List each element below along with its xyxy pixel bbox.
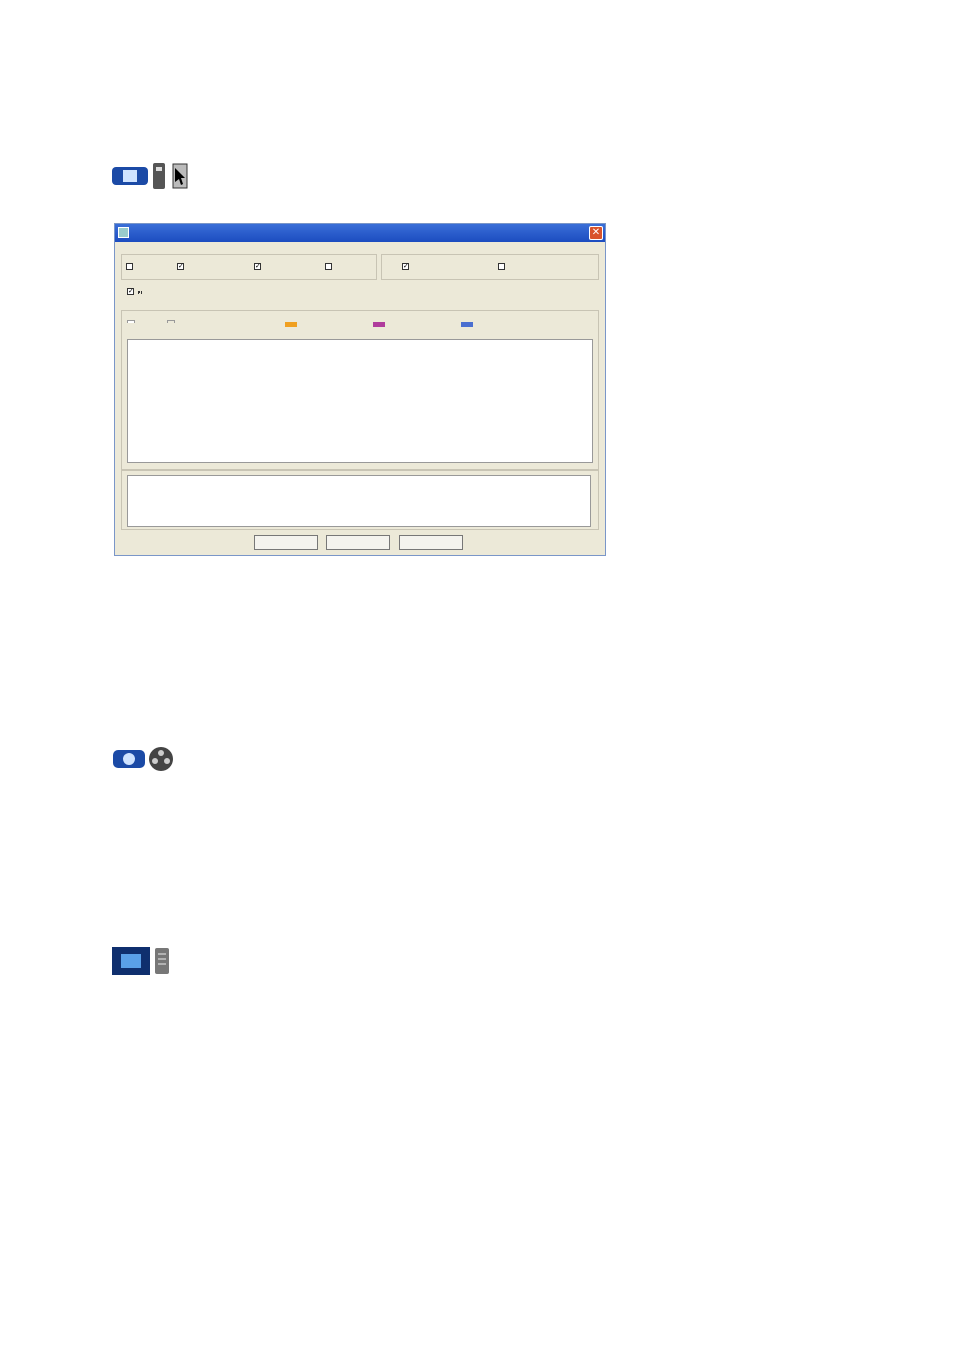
dialog-titlebar <box>115 224 605 242</box>
close-icon[interactable]: ✕ <box>589 226 603 240</box>
record-setting-icon[interactable] <box>149 161 169 191</box>
manual-checkbox[interactable] <box>126 263 137 270</box>
record-path-table <box>127 475 591 527</box>
pre-record-checkbox[interactable]: ✓ <box>403 262 409 270</box>
alarm-checkbox[interactable] <box>325 263 336 270</box>
film-reel-icon[interactable] <box>147 745 175 773</box>
timer-checkbox[interactable]: ✓ <box>178 262 184 270</box>
motion-checkbox[interactable]: ✓ <box>255 262 261 270</box>
record-list-icon[interactable] <box>151 946 173 976</box>
manual-record-icon[interactable] <box>111 747 147 771</box>
app-icon <box>118 227 129 238</box>
tab-custom[interactable] <box>167 320 175 323</box>
cancel-button[interactable] <box>326 535 390 550</box>
legend-alarm <box>373 322 391 327</box>
record-onoff-group <box>121 254 377 280</box>
record-config-icon[interactable] <box>169 160 191 192</box>
remote-setup-icon[interactable] <box>111 165 149 187</box>
prepost-group <box>381 254 599 280</box>
legend-timer <box>285 322 303 327</box>
ok-button[interactable] <box>254 535 318 550</box>
post-record-checkbox[interactable] <box>498 263 509 270</box>
tab-weekly[interactable] <box>127 320 135 323</box>
legend-motion <box>461 322 479 327</box>
overwrite-checkbox[interactable]: ✓ <box>127 288 142 295</box>
grabacion-paragraph-3 <box>111 745 891 773</box>
apply-button[interactable] <box>399 535 463 550</box>
record-setting-dialog <box>114 223 606 556</box>
reproduccion-paragraph <box>111 946 891 976</box>
weekly-schedule-grid[interactable] <box>127 339 593 463</box>
grabacion-paragraph-1 <box>111 160 891 192</box>
playback-icon[interactable] <box>111 946 151 976</box>
